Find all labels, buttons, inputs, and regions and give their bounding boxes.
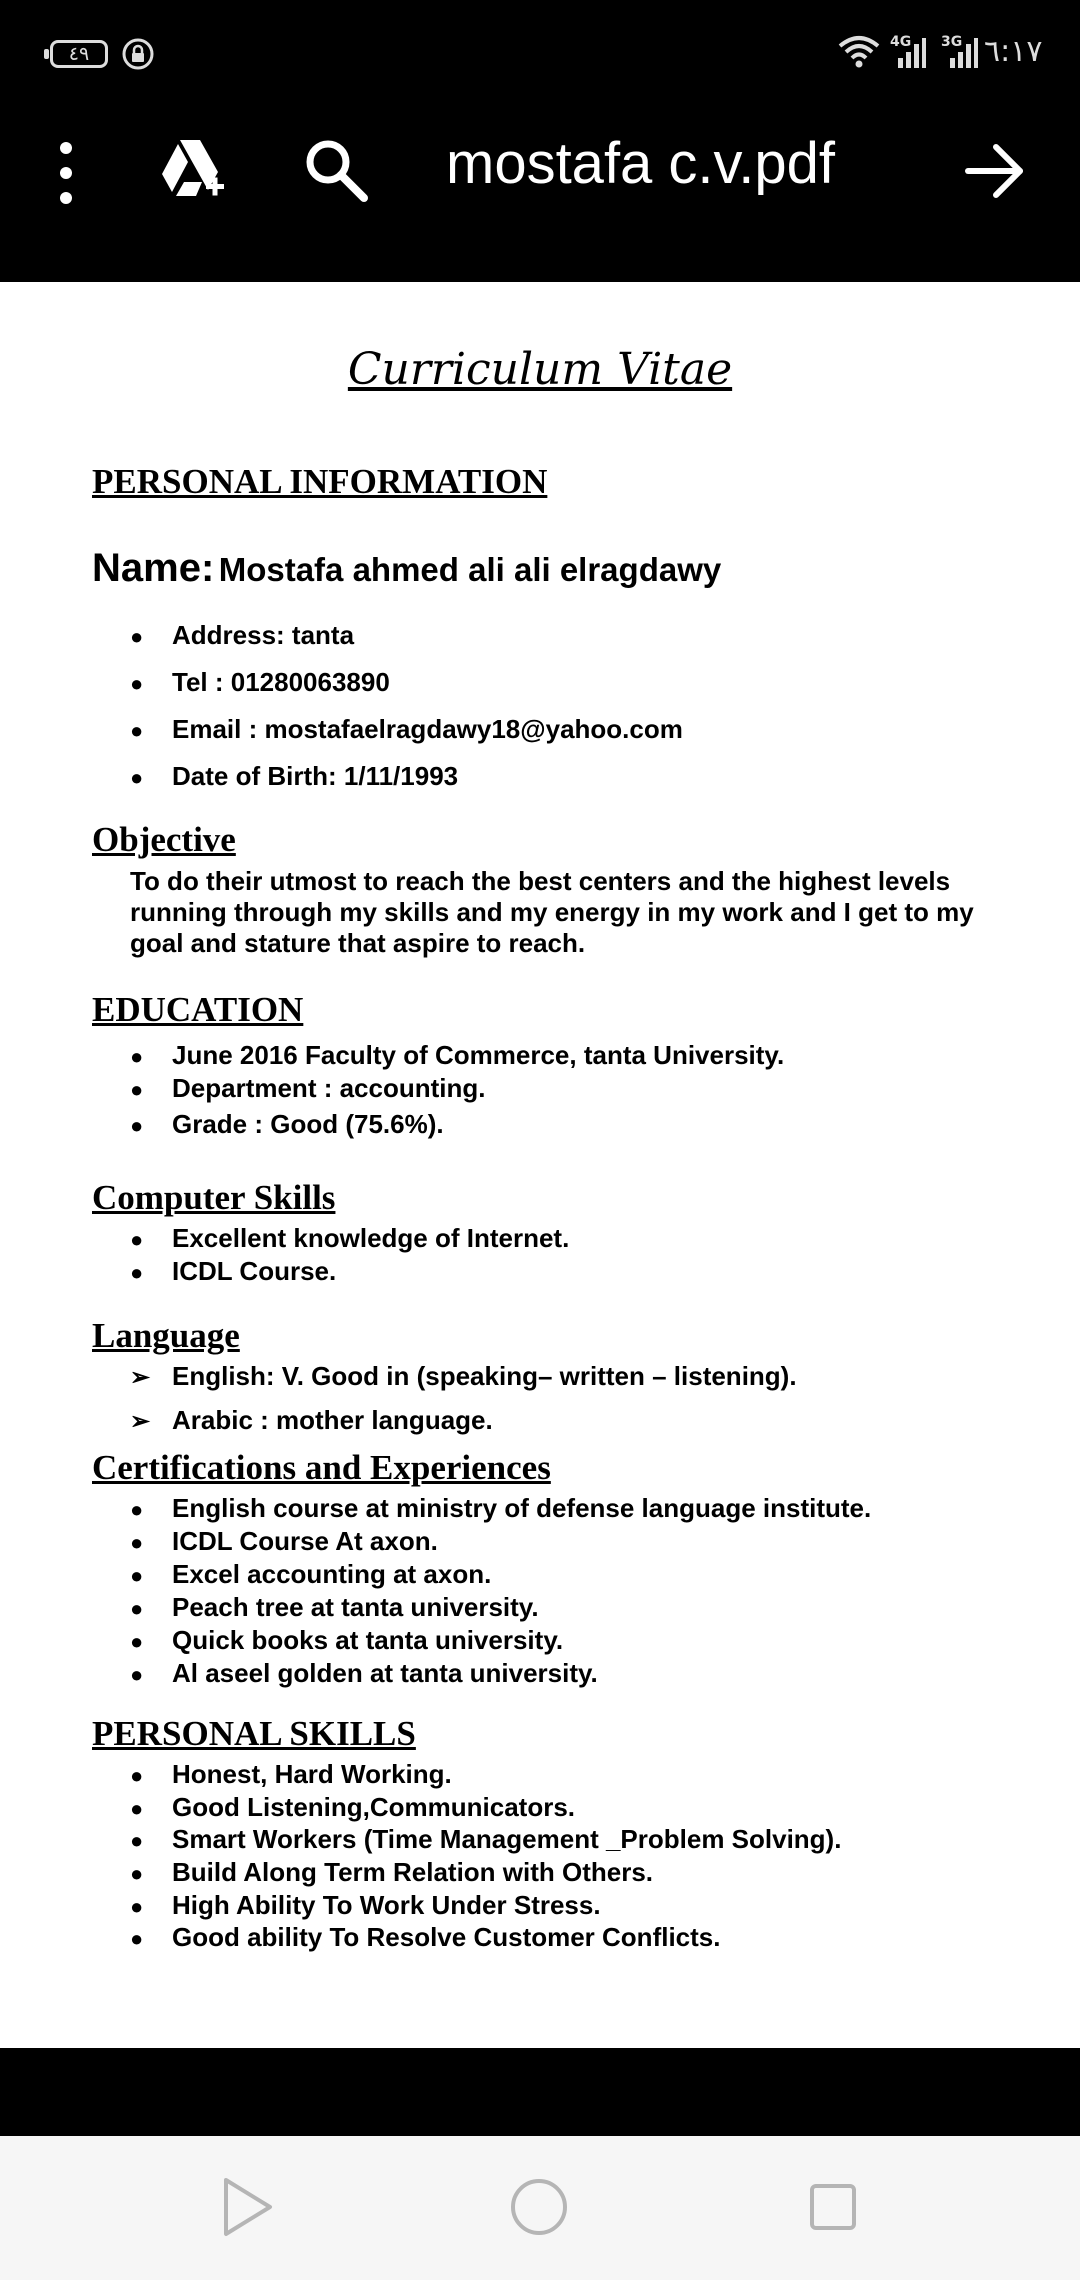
list-item: ● Quick books at tanta university.	[130, 1625, 564, 1655]
search-icon[interactable]	[302, 136, 370, 204]
more-vertical-icon[interactable]	[46, 138, 86, 208]
list-item: ● Smart Workers (Time Management _Problem Solving).	[130, 1824, 842, 1854]
list-item: ● Peach tree at tanta university.	[130, 1592, 539, 1622]
battery-level: ٤٩	[68, 43, 90, 65]
pdf-page[interactable]	[0, 282, 1080, 2048]
heading-computer-skills: Computer Skills	[92, 1178, 336, 1217]
list-item: ● High Ability To Work Under Stress.	[130, 1890, 601, 1920]
name-label: Name:	[92, 546, 215, 590]
list-item: ● Department : accounting.	[130, 1073, 486, 1103]
name-value: Mostafa ahmed ali ali elragdawy	[218, 551, 722, 588]
battery-icon	[50, 40, 108, 68]
status-time: ٦:١٧	[984, 34, 1043, 69]
back-triangle-icon[interactable]	[212, 2174, 278, 2240]
signal-strength-icon-2	[936, 36, 978, 70]
heading-certifications: Certifications and Experiences	[92, 1448, 551, 1487]
objective-text: To do their utmost to reach the best centers and the highest levels running through my skills and my energy in my work and I get to my goal and stature that aspire to reach.	[130, 866, 974, 958]
heading-education: EDUCATION	[92, 990, 304, 1029]
pdf-viewer-toolbar	[0, 110, 1080, 282]
navigation-bar	[0, 2136, 1080, 2280]
list-item: ● Grade : Good (75.6%).	[130, 1109, 444, 1139]
list-item: ● Excellent knowledge of Internet.	[130, 1223, 570, 1253]
list-item: ● Honest, Hard Working.	[130, 1759, 452, 1789]
list-item: ● Date of Birth: 1/11/1993	[130, 761, 459, 791]
network-type-2: 3G	[941, 34, 963, 50]
document-title: mostafa c.v.pdf	[446, 131, 835, 196]
cv-title: Curriculum Vitae	[347, 344, 733, 395]
recent-apps-square-icon[interactable]	[800, 2174, 866, 2240]
heading-language: Language	[92, 1316, 240, 1355]
list-item: ● ICDL Course At axon.	[130, 1526, 438, 1556]
list-item: ● ICDL Course.	[130, 1256, 337, 1286]
wifi-icon	[838, 34, 880, 68]
list-item: ● Al aseel golden at tanta university.	[130, 1658, 598, 1688]
list-item: ● Good Listening,Communicators.	[130, 1792, 576, 1822]
google-drive-add-icon[interactable]	[156, 134, 228, 206]
network-type-1: 4G	[890, 34, 912, 50]
list-item: ● Email : mostafaelragdawy18@yahoo.com	[130, 714, 683, 744]
name-line	[92, 546, 721, 591]
heading-personal-information: PERSONAL INFORMATION	[92, 462, 548, 501]
heading-objective: Objective	[92, 820, 236, 859]
status-bar	[0, 0, 1080, 110]
list-item: ➢ Arabic : mother language.	[130, 1405, 493, 1435]
list-item: ● Build Along Term Relation with Others.	[130, 1857, 654, 1887]
list-item: ● Tel : 01280063890	[130, 667, 390, 697]
lock-rotation-icon	[122, 38, 154, 70]
viewer-bottom-strip	[0, 2048, 1080, 2136]
arrow-forward-icon[interactable]	[962, 138, 1028, 204]
list-item: ● Excel accounting at axon.	[130, 1559, 492, 1589]
list-item: ● June 2016 Faculty of Commerce, tanta University.	[130, 1040, 785, 1070]
home-circle-icon[interactable]	[506, 2174, 572, 2240]
list-item: ● Good ability To Resolve Customer Conflicts.	[130, 1922, 721, 1952]
list-item: ➢ English: V. Good in (speaking– written – listening).	[130, 1361, 797, 1391]
heading-personal-skills: PERSONAL SKILLS	[92, 1714, 416, 1753]
signal-strength-icon	[884, 36, 926, 70]
list-item: ● English course at ministry of defense language institute.	[130, 1493, 872, 1523]
list-item: ● Address: tanta	[130, 620, 355, 650]
